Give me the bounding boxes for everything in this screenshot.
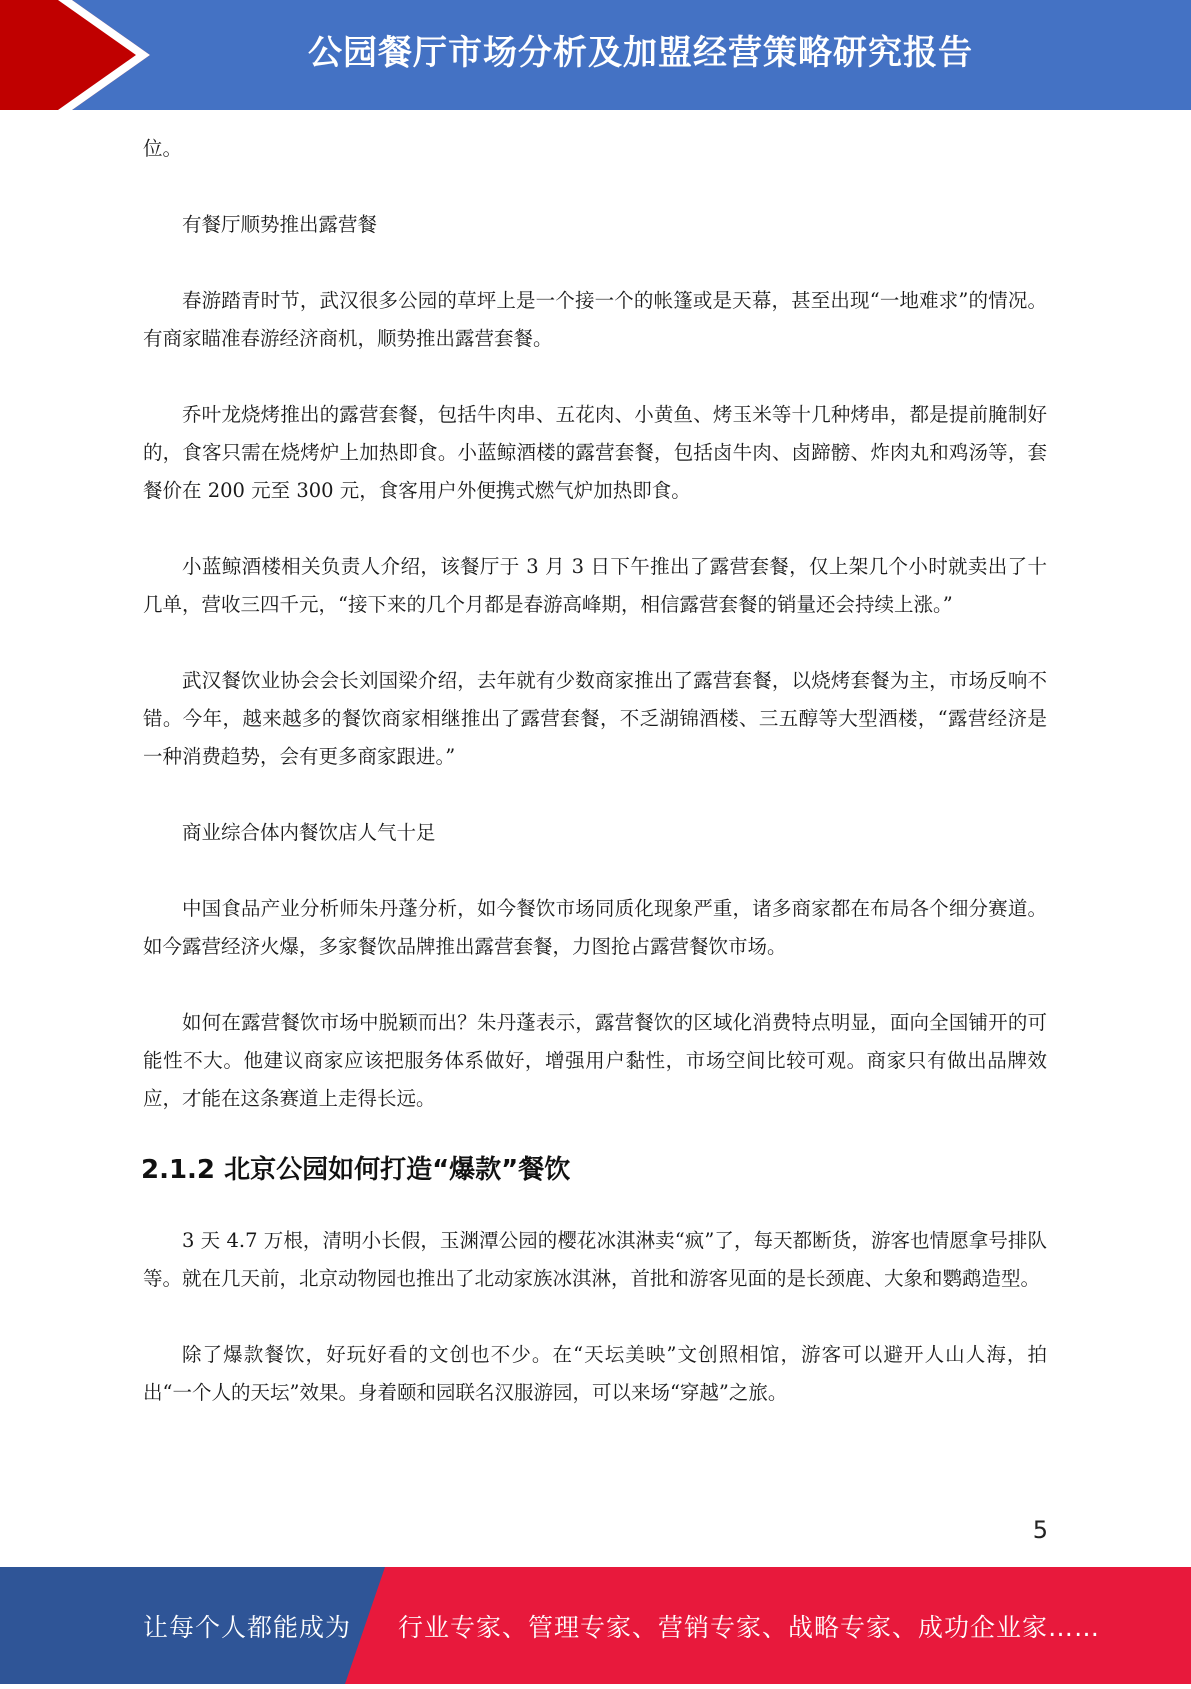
footer-slogan-left: 让每个人都能成为 [143, 1613, 352, 1642]
page-number: 5 [1032, 1516, 1048, 1544]
paragraph: 小蓝鲸酒楼相关负责人介绍，该餐厅于 3 月 3 日下午推出了露营套餐，仅上架几个小时就卖出了十几单，营收三四千元，“接下来的几个月都是春游高峰期，相信露营套餐的销量还会持续上涨。” [143, 555, 1047, 616]
subheading-camping-meal: 有餐厅顺势推出露营餐 [182, 213, 378, 236]
paragraph: 除了爆款餐饮，好玩好看的文创也不少。在“天坛美映”文创照相馆，游客可以避开人山人海，拍出“一个人的天坛”效果。身着颐和园联名汉服游园，可以来场“穿越”之旅。 [143, 1343, 1047, 1404]
page-footer [0, 1567, 1191, 1684]
report-title: 公园餐厅市场分析及加盟经营策略研究报告 [308, 33, 973, 73]
page-header [0, 0, 1191, 110]
paragraph-continued: 位。 [143, 137, 183, 160]
footer-slogan-right: 行业专家、管理专家、营销专家、战略专家、成功企业家…… [398, 1613, 1101, 1642]
paragraph: 如何在露营餐饮市场中脱颖而出？朱丹蓬表示，露营餐饮的区域化消费特点明显，面向全国铺开的可能性不大。他建议商家应该把服务体系做好，增强用户黏性，市场空间比较可观。商家只有做出品牌效应，才能在这条赛道上走得长远。 [143, 1011, 1047, 1110]
paragraph: 春游踏青时节，武汉很多公园的草坪上是一个接一个的帐篷或是天幕，甚至出现“一地难求”的情况。有商家瞄准春游经济商机，顺势推出露营套餐。 [143, 289, 1047, 350]
document-body [143, 130, 1047, 1450]
section-heading: 2.1.2 北京公园如何打造“爆款”餐饮 [141, 1155, 571, 1185]
paragraph: 中国食品产业分析师朱丹蓬分析，如今餐饮市场同质化现象严重，诸多商家都在布局各个细分赛道。如今露营经济火爆，多家餐饮品牌推出露营套餐，力图抢占露营餐饮市场。 [143, 897, 1047, 958]
paragraph: 武汉餐饮业协会会长刘国梁介绍，去年就有少数商家推出了露营套餐，以烧烤套餐为主，市场反响不错。今年，越来越多的餐饮商家相继推出了露营套餐，不乏湖锦酒楼、三五醇等大型酒楼，“露营经济是一种消费趋势，会有更多商家跟进。” [143, 669, 1047, 768]
paragraph: 乔叶龙烧烤推出的露营套餐，包括牛肉串、五花肉、小黄鱼、烤玉米等十几种烤串，都是提前腌制好的，食客只需在烧烤炉上加热即食。小蓝鲸酒楼的露营套餐，包括卤牛肉、卤蹄髈、炸肉丸和鸡汤等，套餐价在 200 元至 300 元，食客用户外便携式燃气炉加热即食。 [143, 403, 1047, 502]
paragraph: 3 天 4.7 万根，清明小长假，玉渊潭公园的樱花冰淇淋卖“疯”了，每天都断货，游客也情愿拿号排队等。就在几天前，北京动物园也推出了北动家族冰淇淋，首批和游客见面的是长颈鹿、大象和鹦鹉造型。 [143, 1229, 1047, 1290]
subheading-commercial-complex: 商业综合体内餐饮店人气十足 [182, 821, 436, 844]
